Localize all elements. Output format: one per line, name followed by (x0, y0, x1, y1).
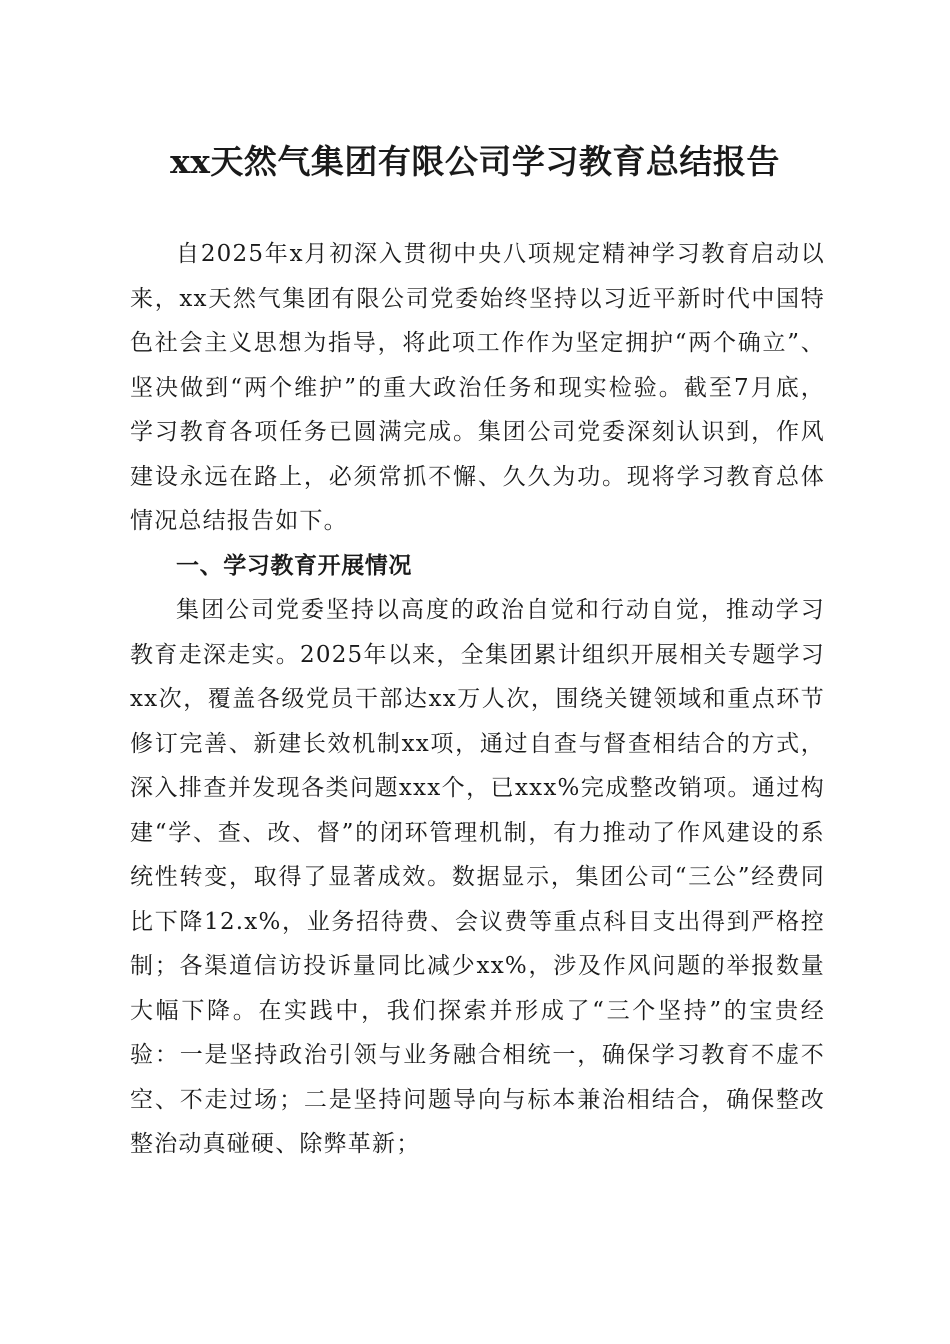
document-title: xx天然气集团有限公司学习教育总结报告 (170, 142, 780, 181)
section-1-paragraph: 集团公司党委坚持以高度的政治自觉和行动自觉，推动学习教育走深走实。2025年以来，全集团累计组织开展相关专题学习xx次，覆盖各级党员干部达xx万人次，围绕关键领域和重点环节修订完善、新建长效机制xx项，通过自查与督查相结合的方式，深入排查并发现各类问题xxx个，已xxx%完成整改销项。通过构建“学、查、改、督”的闭环管理机制，有力推动了作风建设的系统性转变，取得了显著成效。数据显示，集团公司“三公”经费同比下降12.x%，业务招待费、会议费等重点科目支出得到严格控制；各渠道信访投诉量同比减少xx%，涉及作风问题的举报数量大幅下降。在实践中，我们探索并形成了“三个坚持”的宝贵经验：一是坚持政治引领与业务融合相统一，确保学习教育不虚不空、不走过场；二是坚持问题导向与标本兼治相结合，确保整改整治动真碰硬、除弊革新； (130, 597, 825, 1157)
section-heading-1: 一、学习教育开展情况 (176, 552, 412, 579)
document-body (130, 232, 825, 1167)
intro-paragraph: 自2025年x月初深入贯彻中央八项规定精神学习教育启动以来，xx天然气集团有限公司党委始终坚持以习近平新时代中国特色社会主义思想为指导，将此项工作作为坚定拥护“两个确立”、坚决做到“两个维护”的重大政治任务和现实检验。截至7月底，学习教育各项任务已圆满完成。集团公司党委深刻认识到，作风建设永远在路上，必须常抓不懈、久久为功。现将学习教育总体情况总结报告如下。 (130, 241, 825, 534)
